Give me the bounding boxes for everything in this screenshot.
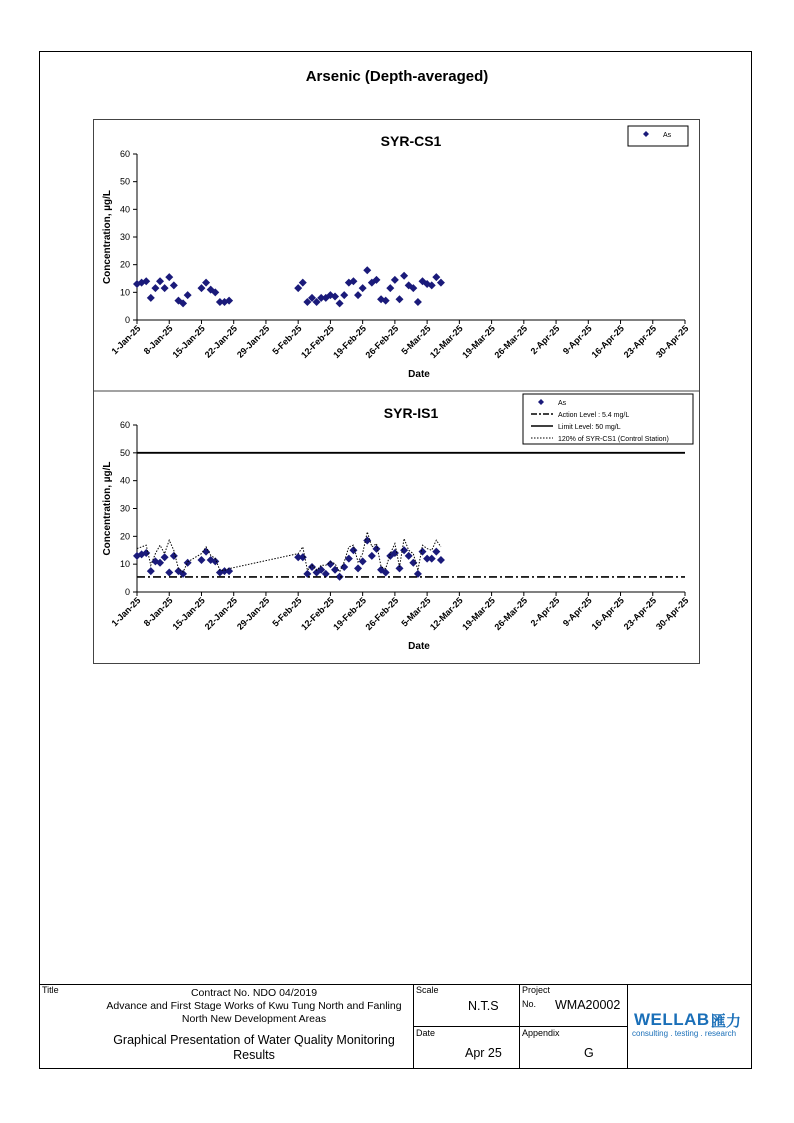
x-tick-label: 9-Apr-25 (560, 595, 594, 629)
data-point (340, 563, 348, 571)
data-point (359, 284, 367, 292)
data-point (419, 548, 427, 556)
x-tick-label: 1-Jan-25 (109, 595, 143, 629)
x-tick-label: 26-Feb-25 (363, 595, 401, 633)
data-point (363, 266, 371, 274)
x-tick-label: 23-Apr-25 (621, 323, 659, 360)
x-tick-label: 16-Apr-25 (589, 595, 626, 632)
data-point (354, 291, 362, 299)
data-point (437, 556, 445, 564)
data-point (170, 552, 178, 560)
logo-tagline: consulting . testing . research (632, 1029, 737, 1038)
y-tick-label: 50 (119, 176, 130, 187)
y-tick-label: 30 (119, 503, 130, 514)
x-tick-label: 30-Apr-25 (653, 323, 691, 360)
x-tick-label: 2-Apr-25 (528, 595, 562, 629)
data-point (372, 545, 380, 553)
contract-line-1: Contract No. NDO 04/2019 (190, 987, 318, 999)
x-tick-label: 19-Mar-25 (460, 323, 498, 361)
x-axis-label: Date (408, 369, 430, 380)
y-tick-label: 10 (119, 287, 130, 298)
legend-label: 120% of SYR-CS1 (Control Station) (558, 436, 669, 443)
data-point (405, 552, 413, 560)
y-tick-label: 0 (124, 587, 130, 597)
logo-wellab: WELLAB (634, 1010, 710, 1029)
legend-label: Action Level : 5.4 mg/L (558, 412, 630, 419)
chart-title: SYR-CS1 (380, 133, 442, 149)
data-point (156, 277, 164, 285)
y-tick-label: 30 (119, 232, 130, 242)
data-point (197, 556, 205, 564)
appendix-value: G (584, 1046, 594, 1060)
y-tick-label: 20 (119, 531, 130, 542)
x-tick-label: 29-Jan-25 (234, 323, 272, 360)
y-tick-label: 10 (119, 559, 130, 570)
legend-label: Limit Level: 50 mg/L (558, 424, 621, 431)
x-tick-label: 8-Jan-25 (141, 323, 175, 357)
drawing-title-line-2: Results (233, 1048, 275, 1062)
data-point (170, 281, 178, 289)
page-title: Arsenic (Depth-averaged) (305, 68, 489, 85)
data-point (432, 548, 440, 556)
data-point (340, 291, 348, 299)
chart-panel-2 (102, 394, 693, 652)
data-point (326, 560, 334, 568)
y-tick-label: 0 (124, 315, 130, 325)
x-tick-label: 1-Jan-25 (109, 323, 143, 357)
data-point (368, 552, 376, 560)
data-point (161, 284, 169, 292)
y-tick-label: 60 (119, 149, 130, 159)
x-tick-label: 8-Jan-25 (141, 595, 175, 629)
x-tick-label: 9-Apr-25 (560, 323, 594, 357)
legend-label: As (663, 132, 672, 139)
date-label: Date (416, 1028, 436, 1038)
x-tick-label: 5-Mar-25 (399, 595, 433, 629)
x-tick-label: 29-Jan-25 (234, 595, 272, 632)
x-tick-label: 12-Mar-25 (427, 595, 465, 633)
data-point (308, 563, 316, 571)
x-axis-label: Date (408, 641, 430, 652)
y-tick-label: 40 (119, 204, 130, 215)
y-tick-label: 50 (119, 447, 130, 458)
title-block (39, 984, 752, 1069)
x-tick-label: 15-Jan-25 (170, 595, 207, 632)
x-tick-label: 16-Apr-25 (589, 323, 626, 360)
x-tick-label: 22-Jan-25 (202, 595, 240, 632)
data-point (437, 279, 445, 287)
data-point (428, 555, 436, 563)
project-no-label: No. (522, 999, 537, 1009)
data-point (345, 555, 353, 563)
data-point (400, 546, 408, 554)
contract-line-2: Advance and First Stage Works of Kwu Tung North and Fanling (106, 1000, 402, 1012)
data-point (432, 273, 440, 281)
data-point (331, 566, 339, 574)
data-point (400, 272, 408, 280)
data-point (391, 276, 399, 284)
x-tick-label: 15-Jan-25 (170, 323, 207, 360)
x-tick-label: 12-Mar-25 (427, 323, 465, 361)
appendix-label: Appendix (522, 1028, 560, 1038)
x-tick-label: 19-Mar-25 (460, 595, 498, 633)
y-tick-label: 40 (119, 475, 130, 486)
data-point (414, 298, 422, 306)
drawing-title-line-1: Graphical Presentation of Water Quality Monitoring (113, 1033, 395, 1047)
data-point (225, 567, 233, 575)
x-tick-label: 22-Jan-25 (202, 323, 240, 360)
data-point (165, 273, 173, 281)
x-tick-label: 30-Apr-25 (653, 595, 691, 632)
data-point (294, 284, 302, 292)
x-tick-label: 5-Feb-25 (270, 323, 304, 357)
data-point (161, 553, 169, 561)
title-label: Title (42, 985, 59, 995)
data-point (197, 284, 205, 292)
x-tick-label: 2-Apr-25 (528, 323, 562, 357)
data-point (184, 291, 192, 299)
scale-label: Scale (416, 985, 439, 995)
contract-line-3: North New Development Areas (181, 1013, 327, 1025)
data-point (165, 569, 173, 577)
y-axis-label: Concentration, µg/L (102, 189, 113, 285)
scale-value: N.T.S (468, 999, 499, 1013)
logo-chinese: 匯力 (711, 1012, 742, 1030)
project-no-value: WMA20002 (555, 998, 621, 1012)
x-tick-label: 12-Feb-25 (299, 595, 336, 633)
y-axis-label: Concentration, µg/L (102, 461, 113, 556)
chart-panel-1 (102, 126, 690, 380)
data-point (395, 564, 403, 572)
chart-title: SYR-IS1 (383, 405, 439, 421)
data-point (349, 546, 357, 554)
data-point (147, 567, 155, 575)
date-value: Apr 25 (465, 1046, 502, 1060)
data-point (151, 284, 159, 292)
x-tick-label: 19-Feb-25 (331, 323, 369, 361)
x-tick-label: 12-Feb-25 (299, 323, 336, 361)
y-tick-label: 60 (119, 420, 130, 430)
x-tick-label: 26-Mar-25 (492, 323, 530, 361)
legend-box (628, 126, 688, 146)
data-point (386, 284, 394, 292)
data-point (202, 279, 210, 287)
data-point (354, 564, 362, 572)
y-tick-label: 20 (119, 259, 130, 270)
x-tick-label: 26-Feb-25 (363, 323, 401, 361)
x-tick-label: 23-Apr-25 (621, 595, 659, 632)
data-point (299, 279, 307, 287)
data-point (363, 537, 371, 545)
charts-svg (93, 119, 700, 664)
x-tick-label: 5-Feb-25 (270, 595, 304, 629)
x-tick-label: 26-Mar-25 (492, 595, 530, 633)
data-point (147, 294, 155, 302)
data-point (395, 295, 403, 303)
project-label: Project (522, 985, 551, 995)
x-tick-label: 5-Mar-25 (399, 323, 433, 357)
x-tick-label: 19-Feb-25 (331, 595, 369, 633)
legend-label: As (558, 400, 567, 407)
data-point (336, 299, 344, 307)
